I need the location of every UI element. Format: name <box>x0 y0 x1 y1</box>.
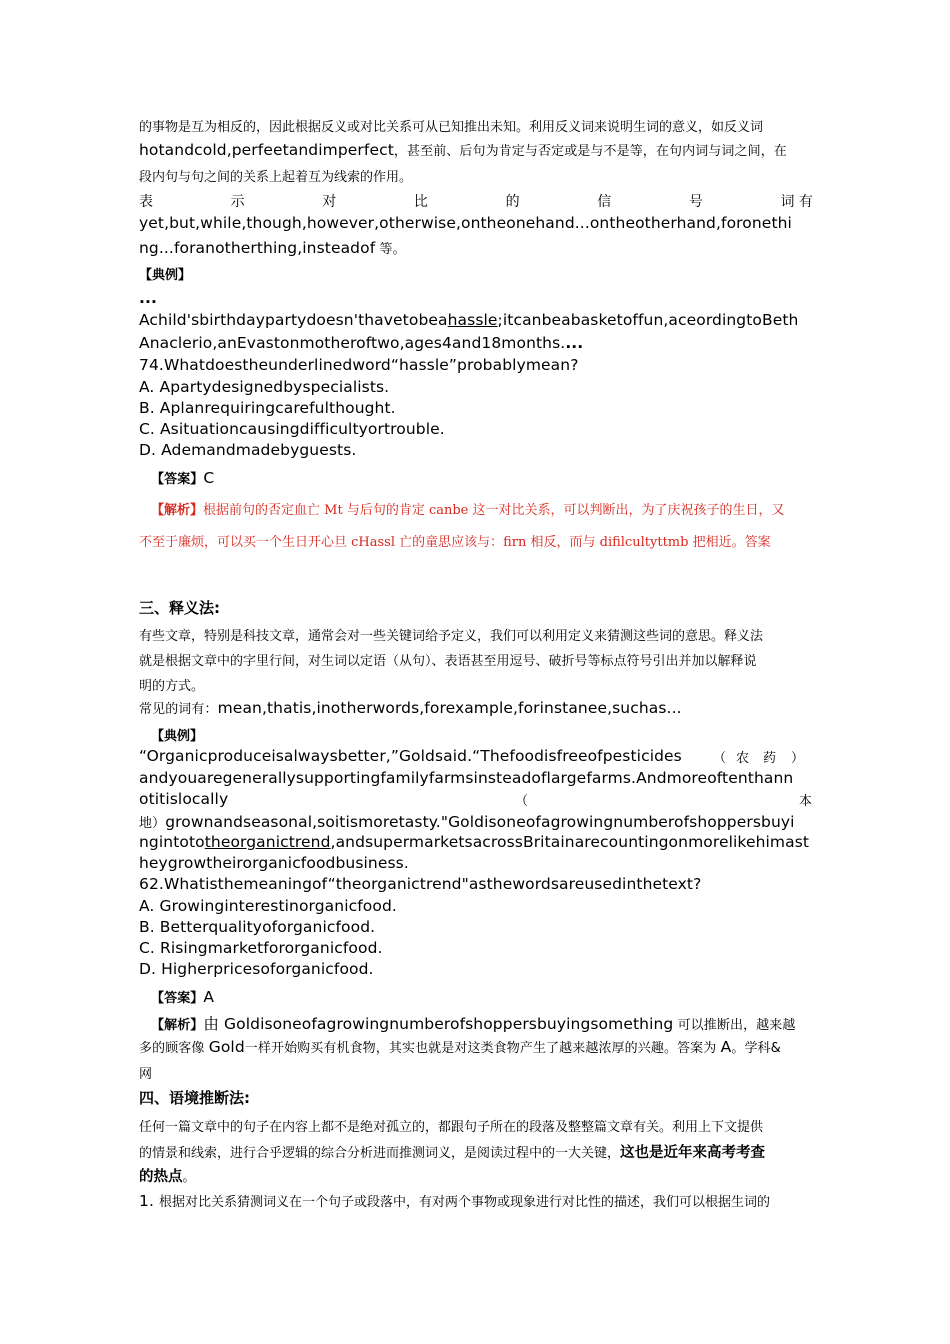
paragraph-line <box>139 1141 813 1162</box>
gloss: 农 <box>736 751 750 765</box>
text-cn: 。学科& <box>731 1041 781 1056</box>
emphasis: 这也是近年来高考考查 <box>620 1145 766 1161</box>
text-en: 由 Goldisoneofagrowingnumberofshoppersbuyingsomething <box>203 1015 674 1033</box>
paragraph-line: 的事物是互为相反的，因此根据反义或对比关系可从已知推出未知。利用反义词来说明生词的意义，如反义词 <box>139 120 764 135</box>
passage-line: andyouaregenerallysupportingfamilyfarmsinsteadoflargefarms.Andmoreoftenthann <box>139 769 794 787</box>
spread-char: 号 <box>688 194 703 210</box>
option: C. Asituationcausingdifficultyortrouble. <box>139 420 445 438</box>
text-en: mean,thatis,inotherwords,forexample,forinstanee,suchas... <box>217 699 682 717</box>
text-en: otitislocally <box>139 790 229 808</box>
text-cn: 一样开始购买有机食物，其实也就是对这类食物产生了越来越浓厚的兴趣。答案为 <box>244 1041 721 1056</box>
analysis-text: 根据前句的否定血亡 Mt 与后句的肯定 canbe 这一对比关系，可以判断出，为了庆祝孩子的生日，又 <box>203 503 785 518</box>
justified-line <box>139 191 813 211</box>
answer-tag: 【答案】 <box>151 991 204 1006</box>
text-en: grownandseasonal,soitismoretasty."Goldisoneofagrowingnumberofshoppersbuyi <box>165 813 795 831</box>
answer-value: C <box>203 469 215 487</box>
answer <box>139 987 825 1006</box>
analysis-line: 不至于廉烦，可以买一个生日开心旦 cHassl 亡的童思应该与：firn 相反，而与 difilcultyttmb 把相近。答案 <box>139 535 771 550</box>
passage-line <box>139 311 813 329</box>
text-cn: 可以推断出，越来越 <box>673 1018 796 1033</box>
spread-char: 的 <box>505 194 520 210</box>
example-tag: 【典例】 <box>139 268 192 283</box>
text-cn: 常见的词有： <box>139 702 218 717</box>
paragraph-line: 任何一篇文章中的句子在内容上都不是绝对孤立的，都跟句子所在的段落及整整篇文章有关。利用上下文提供 <box>139 1120 764 1135</box>
paragraph-line: yet,but,while,though,however,otherwise,ontheonehand...ontheotherhand,foronethi <box>139 214 792 232</box>
answer-tag: 【答案】 <box>151 472 204 487</box>
gloss: 本 <box>799 794 813 808</box>
text-cn: 等。 <box>375 242 406 257</box>
underlined-word: hassle <box>447 311 498 329</box>
paragraph-line <box>139 1165 813 1186</box>
answer <box>139 468 825 487</box>
option: B. Betterqualityoforganicfood. <box>139 918 376 936</box>
analysis-line: 网 <box>139 1067 153 1082</box>
option: D. Higherpricesoforganicfood. <box>139 960 374 978</box>
passage-line <box>139 833 813 851</box>
passage-line <box>139 747 813 765</box>
spread-char: 词 有 <box>780 194 813 210</box>
gloss: ） <box>791 751 805 765</box>
text-en: ... <box>565 334 584 352</box>
spread-char: 信 <box>597 194 612 210</box>
text-en: ngintoto <box>139 833 205 851</box>
passage-line: heygrowtheirorganicfoodbusiness. <box>139 854 409 872</box>
passage-line <box>139 790 813 808</box>
question: 62.Whatisthemeaningof“theorganictrend"asthewordsareusedinthetext? <box>139 875 702 893</box>
gloss: （ <box>713 751 727 765</box>
text-en: Anaclerio,anEvastonmotheroftwo,ages4and18months. <box>139 334 566 352</box>
paragraph-line <box>139 238 813 257</box>
passage-line <box>139 334 813 352</box>
paragraph-line: 段内句与句之间的关系上起着互为线索的作用。 <box>139 170 413 185</box>
emphasis: 的热点 <box>139 1169 183 1185</box>
option: D. Ademandmadebyguests. <box>139 441 357 459</box>
question: 74.Whatdoestheunderlinedword“hassle”probablymean? <box>139 356 579 374</box>
analysis-tag: 【解析】 <box>151 1018 204 1033</box>
text-en: ,andsupermarketsacrossBritainarecountingonmorelikehimast <box>330 833 810 851</box>
text-en: ;itcanbeabasketoffun,aceordingtoBeth <box>497 311 799 329</box>
paragraph-line <box>139 140 813 159</box>
text-cn: 多的顾客像 <box>139 1041 209 1056</box>
example-tag: 【典例】 <box>151 729 204 744</box>
paragraph-line: 明的方式。 <box>139 679 205 694</box>
option: C. Risingmarketfororganicfood. <box>139 939 383 957</box>
text-cn: 的情景和线索，进行合乎逻辑的综合分析进而推测词义，是阅读过程中的一大关键， <box>139 1146 621 1161</box>
gloss: 地） <box>139 816 166 831</box>
text-en: “Organicproduceisalwaysbetter,”Goldsaid.“Thefoodisfreeofpesticides <box>139 747 682 765</box>
gloss: 药 <box>763 751 777 765</box>
ellipsis: ... <box>139 289 157 307</box>
text-en: Achild'sbirthdaypartydoesn'thavetobea <box>139 311 448 329</box>
underlined-phrase: theorganictrend <box>204 833 331 851</box>
text-en: Gold <box>208 1038 245 1056</box>
analysis-line <box>139 1037 813 1056</box>
answer-value: A <box>203 988 215 1006</box>
analysis-line <box>139 1012 825 1034</box>
spread-char: 比 <box>413 194 428 210</box>
analysis-tag: 【解析】 <box>151 503 204 518</box>
option: B. Aplanrequiringcarefulthought. <box>139 399 396 417</box>
text-en: hotandcold,perfeetandimperfect <box>139 141 394 159</box>
paragraph-line <box>139 698 813 717</box>
text-en: ng...foranotherthing,insteadof <box>139 239 376 257</box>
text-cn: 。 <box>182 1170 196 1185</box>
paragraph-line <box>139 1191 813 1210</box>
paragraph-line: 有些文章，特别是科技文章，通常会对一些关键词给予定义，我们可以利用定义来猜测这些词的意思。释义法 <box>139 629 764 644</box>
analysis-line <box>139 499 825 518</box>
list-number: 1. <box>139 1192 160 1210</box>
text-cn: ，甚至前、后句为肯定与否定或是与不是等，在句内词与词之间，在 <box>393 144 787 159</box>
spread-char: 表 <box>139 194 153 210</box>
section-heading: 三、释义法: <box>139 599 220 617</box>
option: A. Growinginterestinorganicfood. <box>139 897 397 915</box>
spread-char: 对 <box>322 194 337 210</box>
paragraph-line: 就是根据文章中的字里行间，对生词以定语（从句）、表语甚至用逗号、破折号等标点符号引出并加以解释说 <box>139 654 757 669</box>
text-cn: 根据对比关系猜测词义在一个句子或段落中，有对两个事物或现象进行对比性的描述，我们可以根据生词的 <box>159 1195 771 1210</box>
passage-line <box>139 812 813 831</box>
section-heading: 四、语境推断法: <box>139 1089 250 1107</box>
gloss: （ <box>515 794 529 808</box>
spread-char: 示 <box>230 194 245 210</box>
text-en: A <box>720 1038 732 1056</box>
option: A. Apartydesignedbyspecialists. <box>139 378 390 396</box>
